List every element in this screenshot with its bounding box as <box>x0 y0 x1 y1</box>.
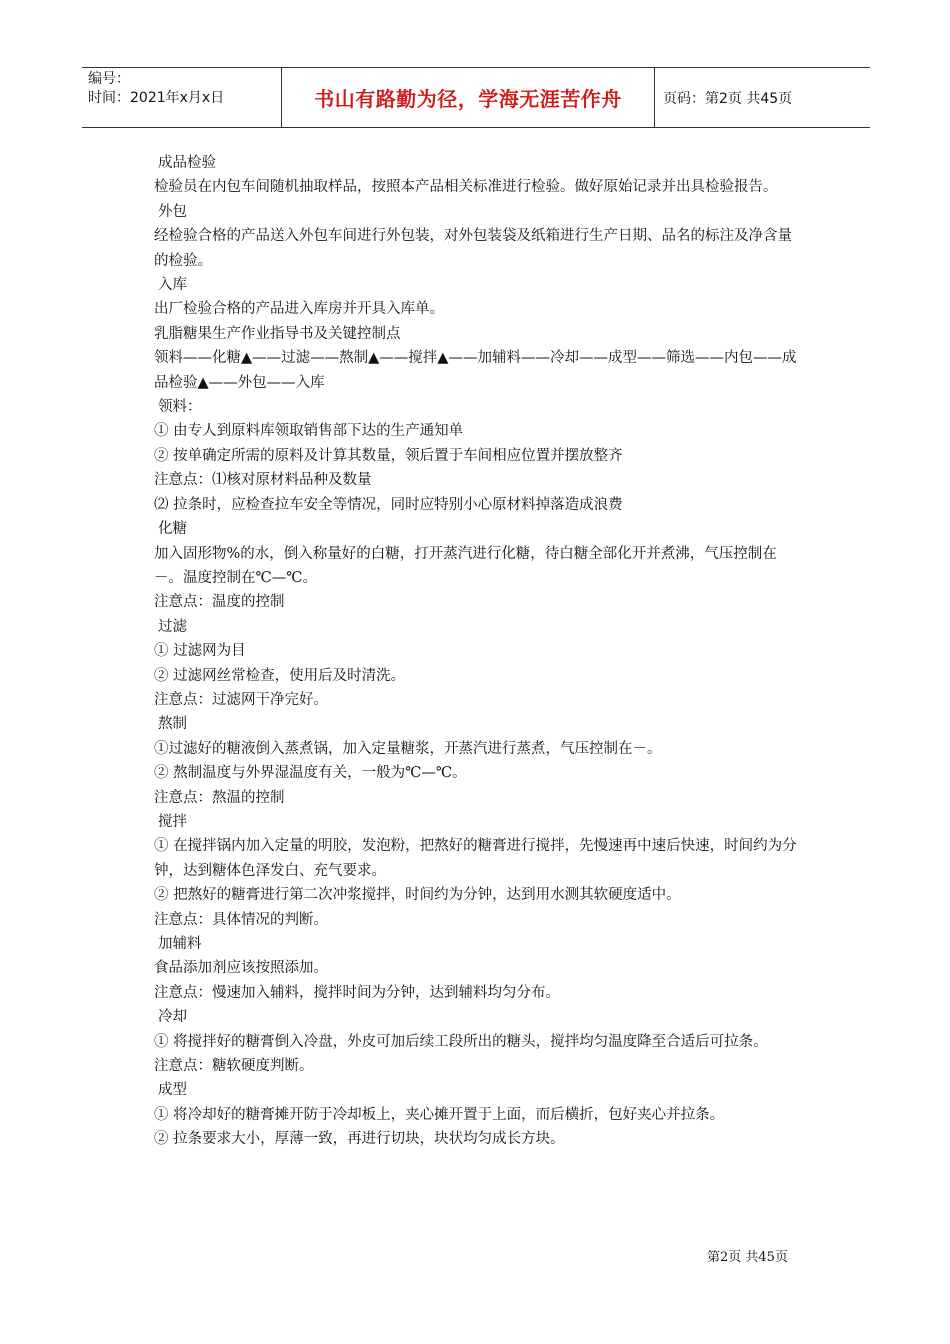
body-line: ② 过滤网丝常检查，使用后及时清洗。 <box>154 667 406 684</box>
time-label: 时间：2021年x月x日 <box>88 90 225 106</box>
body-line: 食品添加剂应该按照添加。 <box>154 960 328 977</box>
document-body <box>154 151 804 1152</box>
page-header <box>82 67 870 128</box>
body-line: ① 在搅拌锅内加入定量的明胶，发泡粉，把熬好的糖膏进行搅拌，先慢速再中速后快速，时间约为分钟，达到糖体色泽发白、充气要求。 <box>154 838 797 879</box>
body-line: 加入固形物%的水，倒入称量好的白糖，打开蒸汽进行化糖，待白糖全部化开并煮沸，气压控制在－。温度控制在℃—℃。 <box>154 545 777 586</box>
section-heading: 领料： <box>158 399 202 416</box>
body-line: ② 把熬好的糖膏进行第二次冲浆搅拌，时间约为分钟，达到用水测其软硬度适中。 <box>154 887 681 904</box>
body-line: ② 拉条要求大小，厚薄一致，再进行切块，块状均匀成长方块。 <box>154 1131 565 1148</box>
body-line: 注意点：具体情况的判断。 <box>154 911 328 928</box>
section-heading: 搅拌 <box>158 813 187 830</box>
section-heading: 过滤 <box>158 618 187 635</box>
page-footer: 第2页 共45页 <box>707 1250 788 1265</box>
section-heading: 化糖 <box>158 521 187 538</box>
body-line: ① 将冷却好的糖膏摊开防于冷却板上，夹心摊开置于上面，而后横折，包好夹心并拉条。 <box>154 1106 725 1123</box>
body-line: ① 将搅拌好的糖膏倒入冷盘，外皮可加后续工段所出的糖头，搅拌均匀温度降至合适后可拉条。 <box>154 1033 768 1050</box>
section-heading: 加辅料 <box>158 936 202 952</box>
body-line: 注意点：糖软硬度判断。 <box>154 1058 314 1075</box>
body-line: 经检验合格的产品送入外包车间进行外包装，对外包装袋及纸箱进行生产日期、品名的标注及净含量的检验。 <box>154 228 792 269</box>
body-line: 注意点：温度的控制 <box>154 594 285 611</box>
header-motto: 书山有路勤为径，学海无涯苦作舟 <box>282 68 655 127</box>
section-heading: 熬制 <box>158 716 187 733</box>
body-line: ② 按单确定所需的原料及计算其数量，领后置于车间相应位置并摆放整齐 <box>154 447 623 464</box>
body-line: ① 由专人到原料库领取销售部下达的生产通知单 <box>154 423 464 440</box>
section-heading: 冷却 <box>158 1009 187 1026</box>
body-line: 领料——化糖▲——过滤——熬制▲——搅拌▲——加辅料——冷却——成型——筛选——内包——成品检验▲——外包——入库 <box>154 350 797 391</box>
body-line: 出厂检验合格的产品进入库房并开具入库单。 <box>154 301 444 318</box>
number-label: 编号： <box>88 71 130 87</box>
body-line: ② 熬制温度与外界湿温度有关，一般为℃—℃。 <box>154 765 467 782</box>
section-heading: 成型 <box>158 1082 187 1099</box>
body-line: 注意点：⑴核对原材料品种及数量 <box>154 472 372 489</box>
body-line: ⑵ 拉条时，应检查拉车安全等情况，同时应特别小心原材料掉落造成浪费 <box>154 496 623 513</box>
header-page-label: 页码：第2页 共45页 <box>663 90 793 107</box>
body-line: 检验员在内包车间随机抽取样品，按照本产品相关标准进行检验。做好原始记录并出具检验报告。 <box>154 179 778 196</box>
body-line: 注意点：慢速加入辅料，搅拌时间为分钟，达到辅料均匀分布。 <box>154 984 560 1001</box>
body-line: 注意点：过滤网干净完好。 <box>154 691 328 708</box>
body-line: ①过滤好的糖液倒入蒸煮锅，加入定量糖浆，开蒸汽进行蒸煮，气压控制在－。 <box>154 740 662 757</box>
body-line: ① 过滤网为目 <box>154 643 246 660</box>
body-line: 注意点：熬温的控制 <box>154 789 285 806</box>
section-heading: 外包 <box>158 203 187 220</box>
section-heading: 成品检验 <box>158 155 216 171</box>
section-heading: 入库 <box>158 277 187 294</box>
header-meta <box>82 68 282 127</box>
body-line: 乳脂糖果生产作业指导书及关键控制点 <box>154 325 401 342</box>
